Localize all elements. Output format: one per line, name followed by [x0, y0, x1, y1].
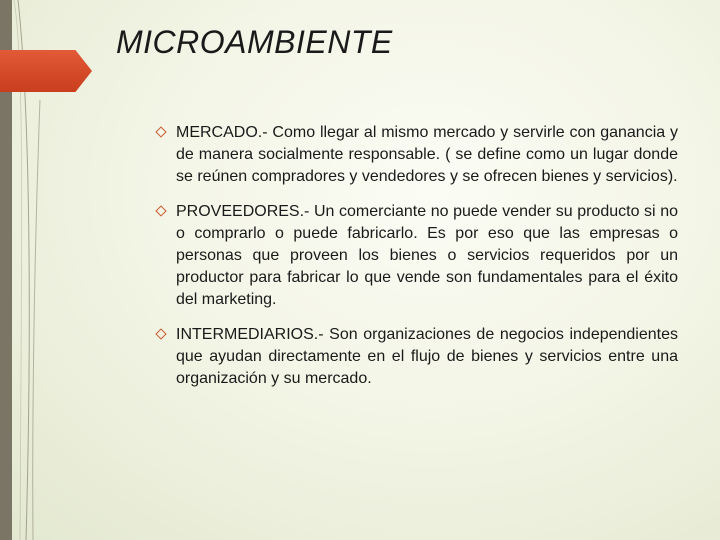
list-item-text: MERCADO.- Como llegar al mismo mercado y servirle con ganancia y de manera socialmente responsable. ( se define como un lugar donde se reúnen compradores y vendedores y se ofrecen bienes y servicios). [176, 124, 678, 185]
diamond-bullet-icon [155, 206, 166, 217]
list-item-text: PROVEEDORES.- Un comerciante no puede vender su producto si no o comprarlo o puede fabricarlo. Es por eso que las empresas o personas que proveen los bienes o servicios requeridos por un productor para fabricar lo que vende son fundamentales para el éxito del marketing. [176, 203, 678, 308]
list-item-text: INTERMEDIARIOS.- Son organizaciones de negocios independientes que ayudan directamente en el flujo de bienes y servicios entre una organización y su mercado. [176, 326, 678, 387]
list-item-intermediarios [156, 324, 678, 389]
list-item-proveedores [156, 201, 678, 310]
list-item-mercado [156, 122, 678, 187]
diamond-bullet-icon [155, 329, 166, 340]
bullet-list [156, 122, 678, 404]
title-accent-tab [0, 50, 92, 92]
page-title: MICROAMBIENTE [116, 24, 393, 60]
diamond-bullet-icon [155, 126, 166, 137]
